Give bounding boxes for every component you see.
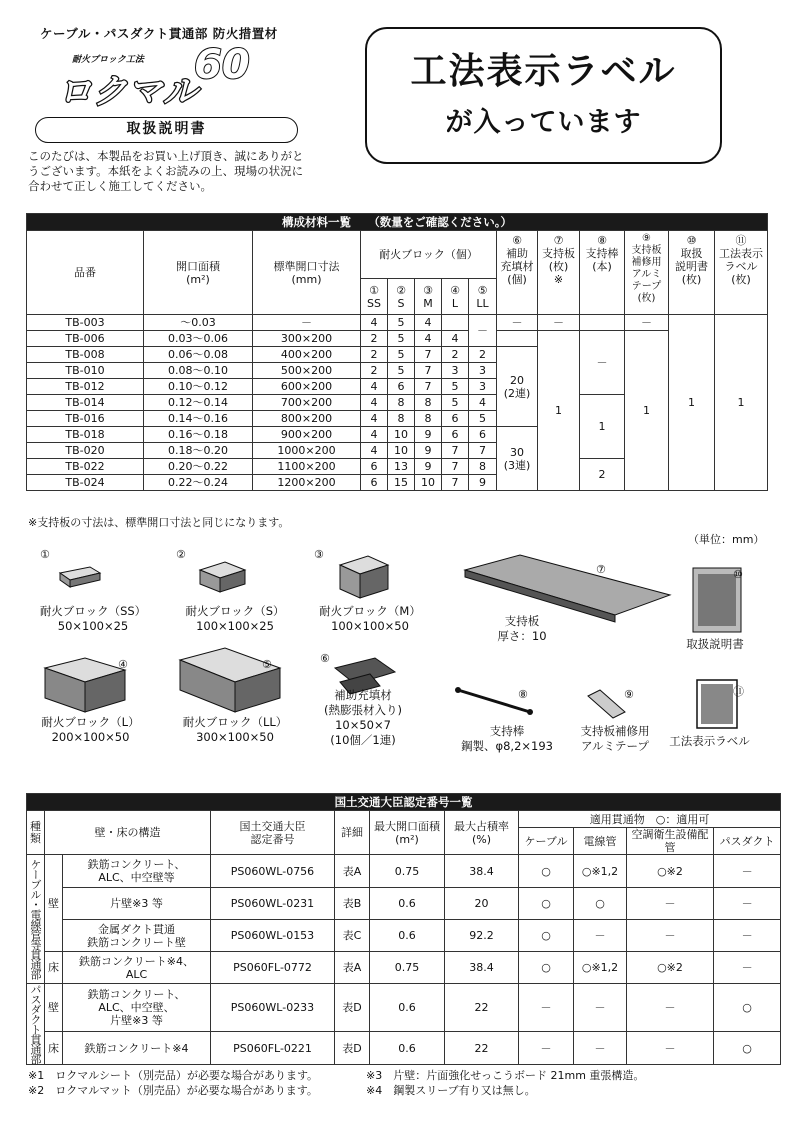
table-cell: 8 [415,411,442,427]
table-cell: 0.22～0.24 [144,475,253,491]
component-number: ⑦ [596,563,606,576]
table-cell: 0.6 [370,1032,445,1065]
col-ss [361,279,388,315]
component-label: 耐火ブロック（LL） 300×100×50 [182,715,288,744]
certification-table-body [27,855,781,1065]
component-number: ⑨ [624,688,634,701]
logo-sub: 耐火ブロック工法 [72,55,144,65]
table-cell: PS060FL-0221 [211,1032,335,1065]
materials-table-body [27,315,768,491]
component-label: 支持棒 鋼製、φ8,2×193 [461,724,553,753]
table-cell: 6 [442,411,469,427]
table-cell: 2 [442,347,469,363]
table-cell: TB-012 [27,379,144,395]
footnote-4: ※4 鋼製スリーブ有り又は無し。 [366,1084,536,1097]
table-cell: 表C [335,920,370,952]
col-max-rate: 最大占積率 (%) [445,811,519,855]
table-cell: 5 [442,395,469,411]
table-cell: 表B [335,888,370,920]
col-s-num: ② [396,283,406,297]
table-cell: PS060WL-0233 [211,984,335,1032]
label-sticker-icon [697,680,737,728]
certification-table [26,793,781,1065]
table-row [27,315,768,331]
table-cell [442,315,469,331]
col-area [144,231,253,315]
table-cell: 7 [442,475,469,491]
table-cell: 5 [388,331,415,347]
component-number: ⑤ [262,658,272,671]
table-cell: 2 [361,363,388,379]
table-row [27,855,781,888]
group-label: ケーブル・電線管等貫通部 [29,859,42,979]
col-tape: ⑨ 支持板 補修用 アルミ テープ (枚) [625,231,669,315]
component-number: ⑪ [733,685,744,698]
table-cell: － [253,315,361,331]
product-title: ケーブル・パスダクト貫通部 防火措置材 [40,26,278,41]
block-s-icon [200,562,245,592]
table-cell: 4 [469,395,497,411]
table-cell: 900×200 [253,427,361,443]
table-cell: 4 [361,379,388,395]
table-cell: － [497,315,538,331]
logo-name: ロクマル [58,72,198,112]
table-cell: 38.4 [445,855,519,888]
component-number: ① [40,548,50,561]
component-label: 工法表示ラベル [669,734,750,748]
table-cell: TB-008 [27,347,144,363]
table-cell: TB-018 [27,427,144,443]
table-cell: 4 [361,411,388,427]
table-cell: 7 [415,347,442,363]
footnote-3: ※3 片壁：片面強化せっこうボード 21mm 重張構造。 [366,1069,645,1082]
label-notice-line2: が入っています [445,107,642,138]
table-cell: 表A [335,952,370,984]
table-cell: 片壁※3 等 [63,888,211,920]
table-cell: 4 [415,331,442,347]
table-cell: 表D [335,984,370,1032]
col-s [388,279,415,315]
col-label: ⑪ 工法表示 ラベル (枚) [715,231,768,315]
table-cell: 4 [361,427,388,443]
col-area-label: 開口面積 [176,259,220,273]
table-cell: 0.16～0.18 [144,427,253,443]
table-cell: TB-024 [27,475,144,491]
table-cell: － [714,952,781,984]
table-cell: 30 (3連) [497,427,538,491]
col-m [415,279,442,315]
table-cell [580,315,625,331]
table-cell: 1 [625,331,669,491]
col-pipe: 電線管 [574,828,627,855]
col-applicable: 適用貫通物 ○：適用可 [519,811,781,828]
table-row [27,888,781,920]
table-cell: 9 [415,427,442,443]
table-cell: － [714,888,781,920]
materials-table-title: 構成材料一覧 （数量をご確認ください。） [27,214,768,231]
col-m-num: ③ [423,283,433,297]
table-cell: TB-014 [27,395,144,411]
col-std-label: 標準開口寸法 [273,259,340,273]
col-ll-name: LL [476,296,489,310]
table-cell: － [519,1032,574,1065]
table-cell: TB-006 [27,331,144,347]
col-duct: パスダクト [714,828,781,855]
component-label: 支持板 厚さ：10 [497,614,547,643]
table-cell: － [519,984,574,1032]
table-cell: 2 [361,331,388,347]
col-l-name: L [451,296,459,310]
table-cell: 4 [442,331,469,347]
col-hojyu: ⑥ 補助 充填材 (個) [497,231,538,315]
label-notice-box [365,27,722,164]
floor-cell: 床 [45,952,63,984]
table-cell: ○ [714,984,781,1032]
table-cell: 5 [469,411,497,427]
table-cell: 鉄筋コンクリート、 ALC、中空壁、 片壁※3 等 [63,984,211,1032]
table-cell: 鉄筋コンクリート※4 [63,1032,211,1065]
table-cell: PS060WL-0231 [211,888,335,920]
table-cell: 0.08～0.10 [144,363,253,379]
intro-text: このたびは、本製品をお買い上げ頂き、誠にありがとうございます。本紙をよくお読みの上、現場の状況に合わせて正しく施工してください。 [28,149,304,193]
table-cell: PS060WL-0153 [211,920,335,952]
block-m-icon [340,556,388,598]
table-cell: 500×200 [253,363,361,379]
table-cell: TB-022 [27,459,144,475]
table-row [27,952,781,984]
table-cell: 0.6 [370,984,445,1032]
col-m-name: M [423,296,433,310]
table-cell: 4 [415,315,442,331]
table-cell: 0.75 [370,952,445,984]
col-ll-num: ⑤ [477,283,488,297]
table-cell: TB-003 [27,315,144,331]
col-s-name: S [397,296,405,310]
unit-label: （単位：mm） [688,533,765,546]
alu-tape-icon [588,690,625,718]
block-l-icon [45,658,125,712]
table-cell: ○ [714,1032,781,1065]
table-cell: ○ [519,952,574,984]
col-cert-no: 国土交通大臣 認定番号 [211,811,335,855]
table-cell: 6 [388,379,415,395]
table-cell: PS060WL-0756 [211,855,335,888]
component-number: ④ [118,658,128,671]
table-cell: 6 [361,459,388,475]
table-cell: － [625,315,669,331]
table-cell: 4 [361,395,388,411]
table-cell: ○ [574,888,627,920]
table-cell: 0.14～0.16 [144,411,253,427]
table-cell: － [574,984,627,1032]
table-cell: 0.75 [370,855,445,888]
table-cell: 4 [361,315,388,331]
component-number: ⑧ [518,688,528,701]
table-cell: 表D [335,1032,370,1065]
table-cell: 600×200 [253,379,361,395]
col-ll [469,279,497,315]
materials-table [26,213,768,491]
table-cell: 2 [361,347,388,363]
component-label: 耐火ブロック（L） 200×100×50 [41,715,140,744]
table-cell: ○ [519,920,574,952]
table-cell: 8 [415,395,442,411]
component-number: ⑩ [733,568,743,581]
table-cell: － [627,984,714,1032]
table-cell: 1100×200 [253,459,361,475]
component-label: 取扱説明書 [686,637,744,651]
table-cell: 8 [388,395,415,411]
table-cell: ○※2 [627,952,714,984]
table-cell: － [714,855,781,888]
component-label: 耐火ブロック（M） 100×100×50 [319,604,421,633]
table-cell: 3 [469,363,497,379]
col-detail: 詳細 [335,811,370,855]
col-cable: ケーブル [519,828,574,855]
table-cell: 20 (2連) [497,347,538,427]
col-hinban: 品番 [27,231,144,315]
table-cell: 0.06～0.08 [144,347,253,363]
table-cell: 5 [388,347,415,363]
support-plate-icon [465,555,670,622]
table-cell: 3 [442,363,469,379]
table-cell: 1 [715,315,768,491]
table-cell: TB-020 [27,443,144,459]
table-cell: － [580,331,625,395]
col-l-num: ④ [450,283,460,297]
rokumaru-logo [52,42,262,112]
table-cell: ○※2 [627,855,714,888]
table-cell: 13 [388,459,415,475]
group-label: パスダクト貫通部 [29,984,42,1064]
table-cell: 800×200 [253,411,361,427]
table-row [27,1032,781,1065]
table-cell: 3 [469,379,497,395]
group-cell [27,855,45,984]
table-cell: 22 [445,1032,519,1065]
col-block: 耐火ブロック（個） [361,231,497,279]
table-cell: ○※1,2 [574,952,627,984]
table-cell: － [574,920,627,952]
table-cell: 2 [580,459,625,491]
label-notice-line1: 工法表示ラベル [410,51,677,92]
component-label: 補助充填材 (熱膨張材入り) 10×50×7 (10個／1連) [324,688,402,747]
table-cell: PS060FL-0772 [211,952,335,984]
col-kind: 種類 [27,811,45,855]
table-row [27,984,781,1032]
table-row [27,331,768,347]
table-cell: 0.12～0.14 [144,395,253,411]
table-cell: 700×200 [253,395,361,411]
col-struct: 壁・床の構造 [45,811,211,855]
table-cell: TB-016 [27,411,144,427]
table-cell: 7 [469,443,497,459]
table-cell: 5 [442,379,469,395]
component-number: ② [176,548,186,561]
table-cell: － [469,315,497,347]
table-cell: 0.18～0.20 [144,443,253,459]
col-hvac: 空調衛生設備配管 [627,828,714,855]
table-cell: － [574,1032,627,1065]
table-cell: 1 [580,395,625,459]
table-cell: 鉄筋コンクリート、 ALC、中空壁等 [63,855,211,888]
table-cell: － [627,920,714,952]
table-cell: 6 [442,427,469,443]
table-cell [497,331,538,347]
wall-cell: 壁 [45,984,63,1032]
table-cell: 22 [445,984,519,1032]
table-cell: TB-010 [27,363,144,379]
table-cell: 9 [415,459,442,475]
col-ss-name: SS [367,296,381,310]
table-cell: 1 [538,331,580,491]
col-shijibo: ⑧ 支持棒 (本) [580,231,625,315]
table-cell: 400×200 [253,347,361,363]
table-cell: 300×200 [253,331,361,347]
table-cell: ～0.03 [144,315,253,331]
col-l [442,279,469,315]
table-cell: 4 [361,443,388,459]
table-cell: 9 [415,443,442,459]
manual-heading: 取扱説明書 [35,117,298,143]
table-cell: 38.4 [445,952,519,984]
table-cell: 0.6 [370,888,445,920]
block-ss-icon [60,567,100,587]
table-cell: － [627,1032,714,1065]
table-cell: 15 [388,475,415,491]
table-cell: 20 [445,888,519,920]
table-cell: 0.20～0.22 [144,459,253,475]
col-area-unit: (m²) [186,272,210,286]
table-cell: － [627,888,714,920]
wall-cell: 壁 [45,855,63,952]
table-cell: 92.2 [445,920,519,952]
table-cell: 5 [388,363,415,379]
table-cell: 7 [415,363,442,379]
footnote-2: ※2 ロクマルマット（別売品）が必要な場合があります。 [28,1084,318,1097]
component-label: 耐火ブロック（SS） 50×100×25 [39,604,147,633]
table-cell: ○※1,2 [574,855,627,888]
table-cell: 1 [669,315,715,491]
logo-number: 60 [194,42,250,88]
table-cell: 7 [442,443,469,459]
table-cell: 10 [388,427,415,443]
col-std-unit: (mm) [291,272,322,286]
table-cell: － [538,315,580,331]
col-ss-num: ① [369,283,379,297]
table-row [27,920,781,952]
table-cell: 2 [469,347,497,363]
footnote-1: ※1 ロクマルシート（別売品）が必要な場合があります。 [28,1069,319,1082]
certification-table-title: 国土交通大臣認定番号一覧 [27,794,781,811]
table-cell: 鉄筋コンクリート※4、 ALC [63,952,211,984]
table-cell: 6 [361,475,388,491]
component-number: ⑥ [320,652,330,665]
component-label: 耐火ブロック（S） 100×100×25 [185,604,285,633]
table-cell: 表A [335,855,370,888]
table-cell: 8 [469,459,497,475]
col-shijiban: ⑦ 支持板 (枚) ※ [538,231,580,315]
component-number: ③ [314,548,324,561]
table-cell: 7 [415,379,442,395]
table-cell: 9 [469,475,497,491]
table-cell: 6 [469,427,497,443]
table-cell: 0.6 [370,920,445,952]
materials-note: ※支持板の寸法は、標準開口寸法と同じになります。 [28,516,290,529]
table-cell: ○ [519,855,574,888]
table-cell: ○ [519,888,574,920]
col-max-area: 最大開口面積 (m²) [370,811,445,855]
table-cell: 金属ダクト貫通 鉄筋コンクリート壁 [63,920,211,952]
table-cell: 10 [415,475,442,491]
table-cell: 7 [442,459,469,475]
floor-cell: 床 [45,1032,63,1065]
table-cell: 1200×200 [253,475,361,491]
col-std [253,231,361,315]
group-cell [27,984,45,1065]
table-cell: 0.03～0.06 [144,331,253,347]
component-label: 支持板補修用 アルミテープ [580,724,650,753]
table-cell: 1000×200 [253,443,361,459]
table-cell: 5 [388,315,415,331]
table-cell: 8 [388,411,415,427]
table-cell: 10 [388,443,415,459]
table-cell: 0.10～0.12 [144,379,253,395]
col-manual: ⑩ 取扱 説明書 (枚) [669,231,715,315]
table-cell: － [714,920,781,952]
